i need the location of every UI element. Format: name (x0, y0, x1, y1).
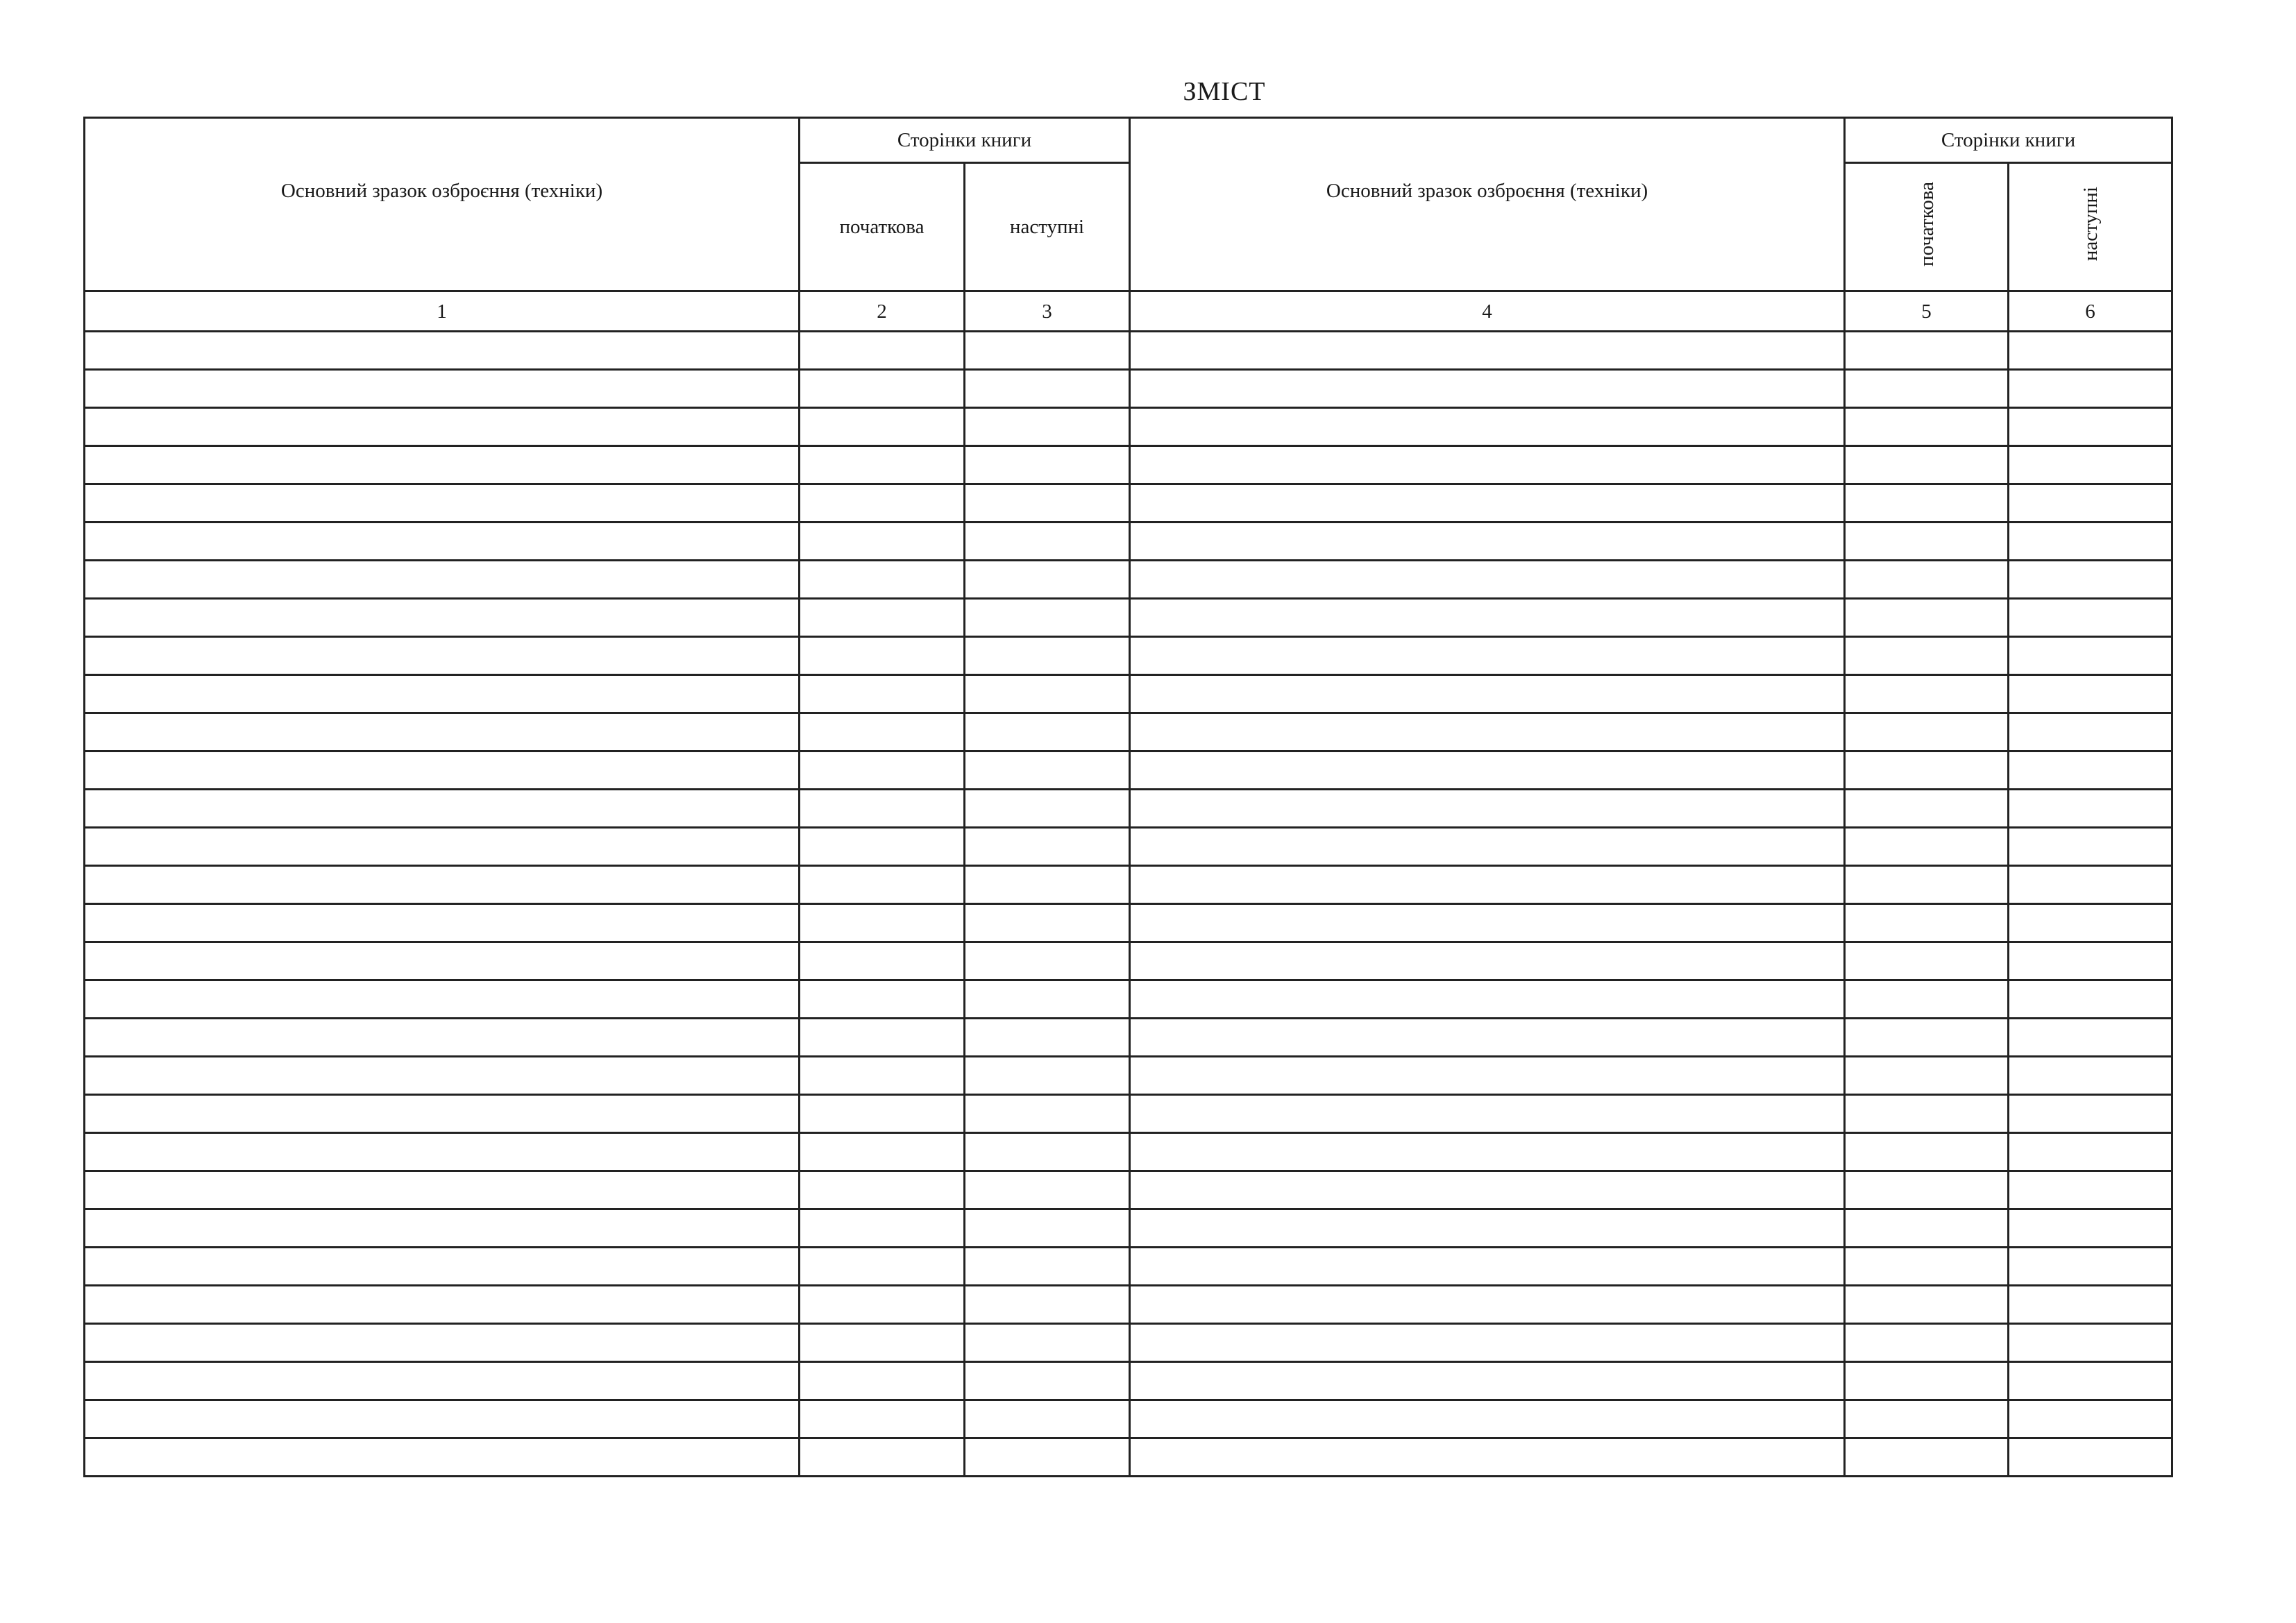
table-cell[interactable] (800, 561, 965, 599)
column-number: 5 (1845, 291, 2009, 332)
table-cell[interactable] (85, 522, 800, 561)
table-cell[interactable] (85, 980, 800, 1019)
table-cell[interactable] (800, 1400, 965, 1438)
table-cell[interactable] (1845, 1286, 2009, 1324)
table-cell[interactable] (965, 1324, 1130, 1362)
table-cell[interactable] (1130, 1324, 1845, 1362)
table-cell[interactable] (1845, 408, 2009, 446)
table-cell[interactable] (1130, 675, 1845, 713)
table-cell[interactable] (2009, 1095, 2172, 1133)
header-start-page-right (1845, 163, 2009, 291)
table-cell[interactable] (965, 1095, 1130, 1133)
table-cell[interactable] (85, 446, 800, 484)
table-row (85, 1248, 2172, 1286)
table-cell[interactable] (1845, 522, 2009, 561)
table-cell[interactable] (85, 599, 800, 637)
table-cell[interactable] (2009, 484, 2172, 522)
table-cell[interactable] (1130, 446, 1845, 484)
table-row (85, 1400, 2172, 1438)
table-cell[interactable] (965, 599, 1130, 637)
table-cell[interactable] (2009, 522, 2172, 561)
table-cell[interactable] (800, 942, 965, 980)
table-cell[interactable] (800, 866, 965, 904)
header-start-page-left: початкова (800, 163, 965, 291)
table-cell[interactable] (85, 790, 800, 828)
table-cell[interactable] (2009, 980, 2172, 1019)
table-row (85, 637, 2172, 675)
table-row (85, 751, 2172, 790)
table-cell[interactable] (2009, 866, 2172, 904)
table-row (85, 904, 2172, 942)
table-cell[interactable] (965, 713, 1130, 751)
table-cell[interactable] (965, 980, 1130, 1019)
table-cell[interactable] (1845, 1095, 2009, 1133)
table-row (85, 1133, 2172, 1171)
table-cell[interactable] (965, 446, 1130, 484)
table-cell[interactable] (1845, 1438, 2009, 1477)
table-cell[interactable] (1130, 904, 1845, 942)
column-number: 3 (965, 291, 1130, 332)
table-cell[interactable] (1130, 637, 1845, 675)
table-cell[interactable] (1130, 713, 1845, 751)
table-cell[interactable] (800, 1362, 965, 1400)
table-row (85, 1438, 2172, 1477)
table-cell[interactable] (85, 1095, 800, 1133)
table-cell[interactable] (800, 408, 965, 446)
table-cell[interactable] (1845, 1400, 2009, 1438)
table-cell[interactable] (2009, 332, 2172, 370)
header-book-pages-right: Сторінки книги (1845, 118, 2172, 163)
table-cell[interactable] (1845, 1209, 2009, 1248)
table-cell[interactable] (800, 713, 965, 751)
table-cell[interactable] (965, 1286, 1130, 1324)
table-cell[interactable] (965, 1362, 1130, 1400)
table-cell[interactable] (85, 1362, 800, 1400)
table-cell[interactable] (1845, 713, 2009, 751)
table-cell[interactable] (85, 942, 800, 980)
table-cell[interactable] (1845, 1362, 2009, 1400)
table-cell[interactable] (800, 484, 965, 522)
table-cell[interactable] (1130, 522, 1845, 561)
table-cell[interactable] (85, 1438, 800, 1477)
table-cell[interactable] (85, 1324, 800, 1362)
table-cell[interactable] (1130, 332, 1845, 370)
table-cell[interactable] (2009, 1286, 2172, 1324)
table-cell[interactable] (1130, 1362, 1845, 1400)
table-cell[interactable] (1130, 484, 1845, 522)
table-cell[interactable] (85, 1209, 800, 1248)
header-next-pages-left: наступні (965, 163, 1130, 291)
table-row (85, 332, 2172, 370)
table-cell[interactable] (1130, 370, 1845, 408)
table-cell[interactable] (2009, 1400, 2172, 1438)
table-cell[interactable] (2009, 561, 2172, 599)
table-row (85, 675, 2172, 713)
table-cell[interactable] (1845, 1324, 2009, 1362)
table-cell[interactable] (85, 1057, 800, 1095)
header-main-sample-left: Основний зразок озброєння (техніки) (85, 118, 800, 291)
table-row (85, 828, 2172, 866)
table-cell[interactable] (2009, 1171, 2172, 1209)
table-row (85, 1362, 2172, 1400)
table-cell[interactable] (965, 1400, 1130, 1438)
table-cell[interactable] (1845, 828, 2009, 866)
table-cell[interactable] (1130, 599, 1845, 637)
table-cell[interactable] (965, 484, 1130, 522)
table-cell[interactable] (1130, 790, 1845, 828)
table-row (85, 790, 2172, 828)
table-cell[interactable] (2009, 446, 2172, 484)
page-title: ЗМІСТ (1183, 77, 1266, 106)
table-cell[interactable] (1130, 408, 1845, 446)
table-row (85, 866, 2172, 904)
table-cell[interactable] (85, 1400, 800, 1438)
table-cell[interactable] (1130, 561, 1845, 599)
table-cell[interactable] (2009, 828, 2172, 866)
table-cell[interactable] (2009, 1019, 2172, 1057)
header-start-page-right-label: початкова (1915, 181, 1938, 266)
table-cell[interactable] (800, 790, 965, 828)
table-cell[interactable] (85, 561, 800, 599)
table-cell[interactable] (1845, 484, 2009, 522)
table-cell[interactable] (85, 904, 800, 942)
table-cell[interactable] (2009, 942, 2172, 980)
table-row (85, 408, 2172, 446)
table-cell[interactable] (1130, 1438, 1845, 1477)
table-cell[interactable] (1130, 1400, 1845, 1438)
table-cell[interactable] (800, 1209, 965, 1248)
table-cell[interactable] (800, 675, 965, 713)
table-cell[interactable] (800, 904, 965, 942)
table-cell[interactable] (1130, 980, 1845, 1019)
table-cell[interactable] (965, 408, 1130, 446)
table-cell[interactable] (1845, 1248, 2009, 1286)
table-cell[interactable] (2009, 790, 2172, 828)
table-cell[interactable] (965, 332, 1130, 370)
table-row (85, 1057, 2172, 1095)
table-cell[interactable] (800, 751, 965, 790)
table-cell[interactable] (1845, 751, 2009, 790)
table-cell[interactable] (965, 1209, 1130, 1248)
table-row (85, 713, 2172, 751)
table-cell[interactable] (965, 1171, 1130, 1209)
table-cell[interactable] (1130, 751, 1845, 790)
table-cell[interactable] (965, 1248, 1130, 1286)
table-cell[interactable] (1845, 446, 2009, 484)
table-cell[interactable] (2009, 1438, 2172, 1477)
table-cell[interactable] (800, 446, 965, 484)
table-cell[interactable] (85, 1286, 800, 1324)
table-cell[interactable] (1845, 866, 2009, 904)
table-cell[interactable] (965, 370, 1130, 408)
table-cell[interactable] (800, 1438, 965, 1477)
table-cell[interactable] (965, 1019, 1130, 1057)
table-cell[interactable] (85, 1171, 800, 1209)
header-next-pages-right-label: наступні (2079, 186, 2102, 262)
table-cell[interactable] (1845, 1057, 2009, 1095)
table-cell[interactable] (2009, 751, 2172, 790)
table-cell[interactable] (1845, 942, 2009, 980)
table-cell[interactable] (1130, 1209, 1845, 1248)
table-cell[interactable] (1845, 599, 2009, 637)
table-cell[interactable] (1845, 904, 2009, 942)
table-cell[interactable] (800, 980, 965, 1019)
table-cell[interactable] (2009, 370, 2172, 408)
table-row (85, 1209, 2172, 1248)
table-cell[interactable] (1845, 675, 2009, 713)
column-number-row (85, 291, 2172, 332)
table-cell[interactable] (2009, 1324, 2172, 1362)
table-cell[interactable] (85, 637, 800, 675)
table-cell[interactable] (965, 675, 1130, 713)
column-number: 4 (1130, 291, 1845, 332)
table-cell[interactable] (2009, 599, 2172, 637)
table-cell[interactable] (800, 1324, 965, 1362)
table-cell[interactable] (85, 713, 800, 751)
table-cell[interactable] (85, 828, 800, 866)
table-row (85, 1286, 2172, 1324)
column-number: 2 (800, 291, 965, 332)
table-cell[interactable] (965, 751, 1130, 790)
table-cell[interactable] (2009, 1362, 2172, 1400)
table-cell[interactable] (965, 522, 1130, 561)
table-cell[interactable] (965, 790, 1130, 828)
table-cell[interactable] (965, 637, 1130, 675)
table-cell[interactable] (1130, 1019, 1845, 1057)
table-cell[interactable] (1130, 1286, 1845, 1324)
table-row (85, 599, 2172, 637)
table-row (85, 522, 2172, 561)
table-cell[interactable] (85, 1019, 800, 1057)
table-cell[interactable] (1845, 790, 2009, 828)
table-cell[interactable] (1845, 1019, 2009, 1057)
table-cell[interactable] (1130, 942, 1845, 980)
table-cell[interactable] (1130, 1133, 1845, 1171)
table-cell[interactable] (1845, 1133, 2009, 1171)
table-row (85, 980, 2172, 1019)
table-cell[interactable] (85, 675, 800, 713)
column-number: 1 (85, 291, 800, 332)
header-next-pages-right (2009, 163, 2172, 291)
table-cell[interactable] (2009, 408, 2172, 446)
table-row (85, 1171, 2172, 1209)
table-row (85, 942, 2172, 980)
table-cell[interactable] (800, 1057, 965, 1095)
table-cell[interactable] (2009, 1133, 2172, 1171)
table-cell[interactable] (1845, 561, 2009, 599)
table-cell[interactable] (800, 1095, 965, 1133)
table-cell[interactable] (85, 1133, 800, 1171)
table-cell[interactable] (965, 1438, 1130, 1477)
table-cell[interactable] (1130, 1248, 1845, 1286)
table-cell[interactable] (1130, 828, 1845, 866)
table-cell[interactable] (2009, 1209, 2172, 1248)
table-cell[interactable] (800, 828, 965, 866)
table-cell[interactable] (2009, 1248, 2172, 1286)
table-cell[interactable] (1845, 370, 2009, 408)
table-cell[interactable] (1845, 980, 2009, 1019)
header-book-pages-left: Сторінки книги (800, 118, 1130, 163)
table-row (85, 1095, 2172, 1133)
table-cell[interactable] (800, 1133, 965, 1171)
table-cell[interactable] (800, 1171, 965, 1209)
table-cell[interactable] (85, 1248, 800, 1286)
table-cell[interactable] (1845, 332, 2009, 370)
table-cell[interactable] (965, 1133, 1130, 1171)
table-cell[interactable] (965, 828, 1130, 866)
table-row (85, 561, 2172, 599)
table-row (85, 1324, 2172, 1362)
table-body (85, 332, 2172, 1477)
table-row (85, 446, 2172, 484)
contents-table (83, 117, 2173, 1477)
table-cell[interactable] (800, 637, 965, 675)
table-cell[interactable] (85, 751, 800, 790)
table-cell[interactable] (1130, 866, 1845, 904)
table-cell[interactable] (965, 904, 1130, 942)
table-row (85, 1019, 2172, 1057)
table-cell[interactable] (2009, 675, 2172, 713)
table-cell[interactable] (965, 561, 1130, 599)
table-cell[interactable] (800, 1248, 965, 1286)
table-cell[interactable] (1130, 1057, 1845, 1095)
table-cell[interactable] (965, 942, 1130, 980)
table-cell[interactable] (85, 370, 800, 408)
table-cell[interactable] (2009, 904, 2172, 942)
table-cell[interactable] (85, 866, 800, 904)
table-cell[interactable] (85, 332, 800, 370)
table-row (85, 370, 2172, 408)
table-cell[interactable] (800, 522, 965, 561)
table-cell[interactable] (800, 599, 965, 637)
table-cell[interactable] (800, 1286, 965, 1324)
table-cell[interactable] (2009, 637, 2172, 675)
header-main-sample-right: Основний зразок озброєння (техніки) (1130, 118, 1845, 291)
table-cell[interactable] (800, 1019, 965, 1057)
table-cell[interactable] (2009, 713, 2172, 751)
table-cell[interactable] (2009, 1057, 2172, 1095)
table-cell[interactable] (965, 866, 1130, 904)
table-cell[interactable] (1845, 1171, 2009, 1209)
table-cell[interactable] (965, 1057, 1130, 1095)
table-row (85, 484, 2172, 522)
table-cell[interactable] (1130, 1095, 1845, 1133)
table-cell[interactable] (800, 370, 965, 408)
table-cell[interactable] (85, 484, 800, 522)
table-cell[interactable] (800, 332, 965, 370)
column-number: 6 (2009, 291, 2172, 332)
table-cell[interactable] (1130, 1171, 1845, 1209)
table-cell[interactable] (1845, 637, 2009, 675)
table-cell[interactable] (85, 408, 800, 446)
header-row-groups (85, 118, 2172, 163)
